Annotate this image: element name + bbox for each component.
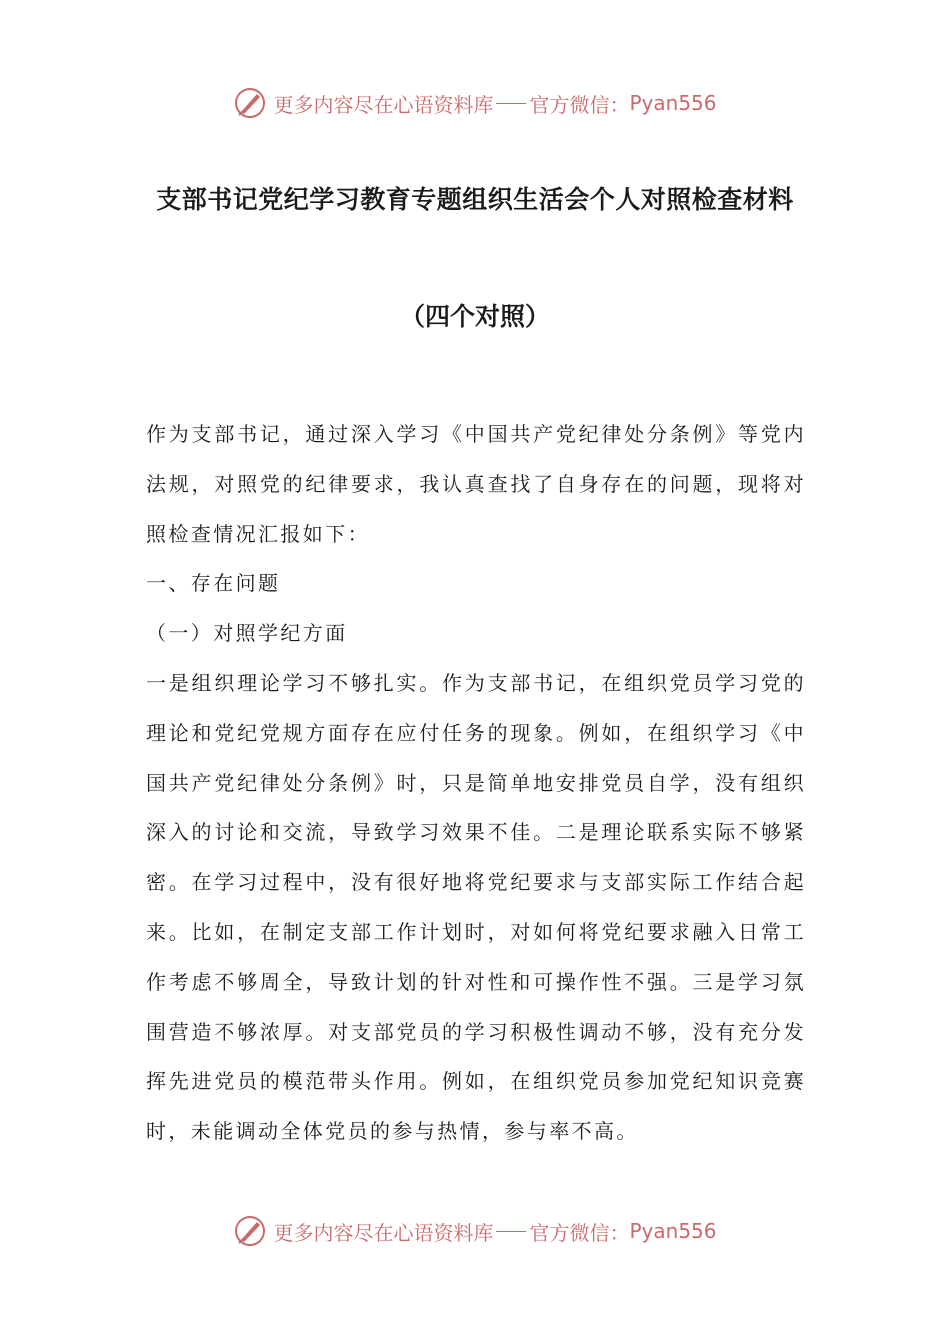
document-subtitle: （四个对照） (399, 302, 550, 331)
watermark-header (0, 83, 950, 123)
watermark-suffix: 官方微信： (529, 92, 630, 117)
document-title: 支部书记党纪学习教育专题组织生活会个人对照检查材料 (156, 185, 794, 214)
document-body (146, 410, 806, 1157)
watermark-footer (0, 1211, 950, 1251)
section-heading: 一、存在问题 (146, 571, 281, 596)
watermark-dash (496, 103, 526, 104)
subsection-heading: （一）对照学纪方面 (146, 621, 348, 646)
watermark-dash (496, 1231, 526, 1232)
paragraph-body: 一是组织理论学习不够扎实。作为支部书记，在组织党员学习党的理论和党纪党规方面存在应付任务的现象。例如，在组织学习《中国共产党纪律处分条例》时，只是简单地安排党员自学，没有组织深入的讨论和交流，导致学习效果不佳。二是理论联系实际不够紧密。在学习过程中，没有很好地将党纪要求与支部实际工作结合起来。比如，在制定支部工作计划时，对如何将党纪要求融入日常工作考虑不够周全，导致计划的针对性和可操作性不强。三是学习氛围营造不够浓厚。对支部党员的学习积极性调动不够，没有充分发挥先进党员的模范带头作用。例如，在组织党员参加党纪知识竞赛时，未能调动全体党员的参与热情，参与率不高。 (146, 670, 806, 1144)
watermark-id: Pyan556 (629, 91, 717, 115)
quill-logo-icon (233, 86, 267, 120)
watermark-suffix: 官方微信： (529, 1220, 630, 1245)
watermark-text: 更多内容尽在心语资料库 (273, 92, 494, 117)
watermark-id: Pyan556 (629, 1219, 717, 1243)
paragraph-intro: 作为支部书记，通过深入学习《中国共产党纪律处分条例》等党内法规，对照党的纪律要求，我认真查找了自身存在的问题，现将对照检查情况汇报如下： (146, 422, 806, 546)
watermark-text: 更多内容尽在心语资料库 (273, 1220, 494, 1245)
quill-logo-icon (233, 1214, 267, 1248)
